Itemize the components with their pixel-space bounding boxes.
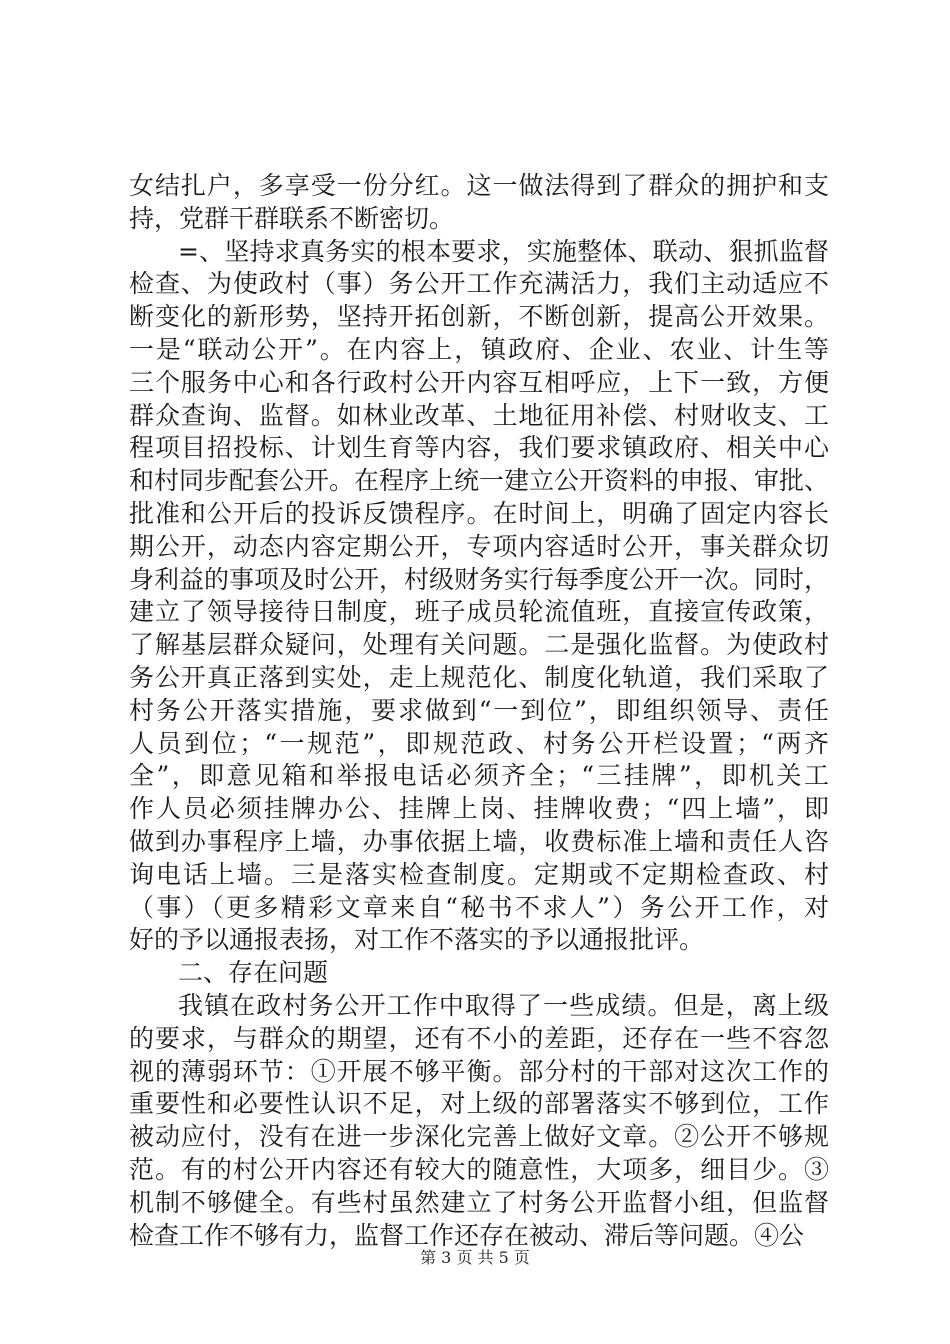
text-line: 范。有的村公开内容还有较大的随意性，大项多，细目少。③: [129, 1155, 829, 1184]
text-line: 和村同步配套公开。在程序上统一建立公开资料的申报、审批、: [129, 466, 830, 496]
text-line: 机制不够健全。有些村虽然建立了村务公开监督小组，但监督: [129, 1187, 829, 1217]
text-line: 我镇在政村务公开工作中取得了一些成绩。但是，离上级: [178, 991, 829, 1020]
text-line: 做到办事程序上墙，办事依据上墙，收费标准上墙和责任人咨: [129, 827, 829, 856]
text-line: 作人员必须挂牌办公、挂牌上岗、挂牌收费；“四上墙”，即: [129, 794, 829, 824]
text-line: 建立了领导接待日制度，班子成员轮流值班，直接宣传政策，: [129, 597, 829, 627]
text-line: 视的薄弱环节：①开展不够平衡。部分村的干部对这次工作的: [129, 1056, 829, 1086]
text-line: 女结扎户，多享受一份分红。这一做法得到了群众的拥护和支: [129, 171, 829, 200]
text-line: （事）（更多精彩文章来自“秘书不求人”）务公开工作，对: [129, 892, 829, 922]
text-line: =、坚持求真务实的根本要求，实施整体、联动、狠抓监督: [178, 236, 829, 266]
text-line: 群众查询、监督。如林业改革、土地征用补偿、村财收支、工: [129, 400, 829, 430]
text-line: 批准和公开后的投诉反馈程序。在时间上，明确了固定内容长: [129, 499, 829, 528]
text-line: 身利益的事项及时公开，村级财务实行每季度公开一次。同时，: [129, 564, 830, 594]
text-line: 三个服务中心和各行政村公开内容互相呼应，上下一致，方便: [129, 367, 829, 397]
text-line: 村务公开落实措施，要求做到“一到位”，即组织领导、责任: [129, 695, 829, 725]
text-line: 了解基层群众疑问，处理有关问题。二是强化监督。为使政村: [129, 630, 829, 660]
text-line: 期公开，动态内容定期公开，专项内容适时公开，事关群众切: [129, 531, 829, 561]
text-line: 一是“联动公开”。在内容上，镇政府、企业、农业、计生等: [129, 335, 829, 364]
text-line: 全”，即意见箱和举报电话必须齐全；“三挂牌”，即机关工: [129, 761, 829, 791]
text-line: 二、存在问题: [178, 958, 329, 988]
page-footer: 第 3 页 共 5 页: [420, 1248, 530, 1267]
text-line: 断变化的新形势，坚持开拓创新，不断创新，提高公开效果。: [129, 302, 829, 332]
text-line: 询电话上墙。三是落实检查制度。定期或不定期检查政、村: [129, 859, 829, 889]
text-line: 人员到位；“一规范”，即规范政、村务公开栏设置；“两齐: [129, 728, 829, 758]
text-line: 检查、为使政村（事）务公开工作充满活力，我们主动适应不: [129, 269, 829, 299]
text-line: 程项目招投标、计划生育等内容，我们要求镇政府、相关中心: [129, 433, 829, 463]
text-line: 务公开真正落到实处，走上规范化、制度化轨道，我们采取了: [129, 663, 829, 692]
text-line: 重要性和必要性认识不足，对上级的部署落实不够到位，工作: [129, 1089, 829, 1119]
text-line: 持，党群干群联系不断密切。: [129, 203, 455, 233]
text-line: 检查工作不够有力，监督工作还存在被动、滞后等问题。④公: [129, 1220, 805, 1250]
text-line: 被动应付，没有在进一步深化完善上做好文章。②公开不够规: [129, 1122, 829, 1152]
text-line: 好的予以通报表扬，对工作不落实的予以通报批评。: [129, 925, 705, 955]
text-line: 的要求，与群众的期望，还有不小的差距，还存在一些不容忽: [129, 1023, 829, 1053]
